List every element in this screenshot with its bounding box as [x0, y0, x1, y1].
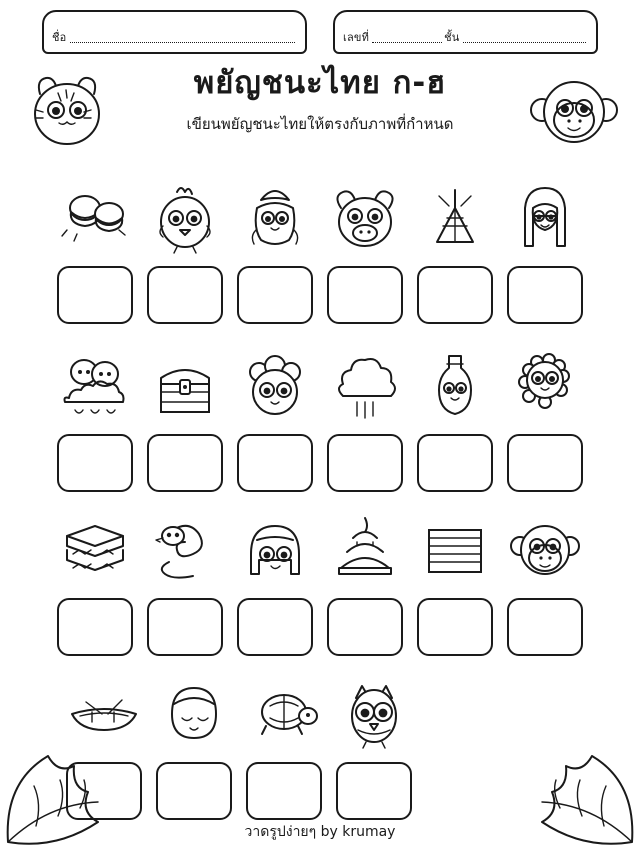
sheep-icon	[507, 346, 583, 426]
answer-box[interactable]	[507, 266, 583, 324]
chicken-icon	[147, 178, 223, 258]
answer-box[interactable]	[156, 762, 232, 820]
credit-text: วาดรูปง่ายๆ by krumay	[244, 824, 396, 840]
answer-box[interactable]	[417, 598, 493, 656]
mat-icon	[417, 510, 493, 590]
books-icon	[57, 510, 133, 590]
treasure-chest-icon	[147, 346, 223, 426]
answer-box[interactable]	[147, 266, 223, 324]
child-bob-hair-icon	[237, 510, 313, 590]
exercise-row-2	[0, 344, 640, 492]
answer-box[interactable]	[336, 762, 412, 820]
owl-icon	[336, 674, 412, 754]
answer-row-2	[0, 434, 640, 492]
chicken-egg-icon	[57, 178, 133, 258]
child-face-icon	[237, 346, 313, 426]
answer-box[interactable]	[147, 598, 223, 656]
monkey-face-icon	[528, 70, 620, 154]
answer-box[interactable]	[237, 266, 313, 324]
picture-row-1	[0, 176, 640, 258]
class-field-label: ชั้น	[444, 31, 460, 44]
snake-icon	[147, 510, 223, 590]
answer-box[interactable]	[237, 434, 313, 492]
picture-row-3	[0, 508, 640, 590]
exercise-row-1	[0, 176, 640, 324]
name-field[interactable]	[42, 10, 307, 54]
number-field-label: เลขที่	[343, 31, 370, 44]
answer-box[interactable]	[57, 266, 133, 324]
answer-box[interactable]	[147, 434, 223, 492]
answer-box[interactable]	[417, 434, 493, 492]
bottle-icon	[417, 346, 493, 426]
answer-box[interactable]	[237, 598, 313, 656]
page-title: พยัญชนะไทย ก-ฮ	[193, 65, 447, 101]
answer-box[interactable]	[417, 266, 493, 324]
exercise-row-3	[0, 508, 640, 656]
answer-box[interactable]	[327, 266, 403, 324]
answer-box[interactable]	[327, 434, 403, 492]
sleeping-child-icon	[156, 674, 232, 754]
bell-icon	[417, 178, 493, 258]
answer-box[interactable]	[507, 598, 583, 656]
number-field-line	[372, 41, 442, 43]
jellyfish-icon	[57, 346, 133, 426]
bottle-lady-icon	[237, 178, 313, 258]
buffalo-icon	[327, 178, 403, 258]
answer-box[interactable]	[327, 598, 403, 656]
answer-box[interactable]	[57, 598, 133, 656]
name-field-label: ชื่อ	[52, 31, 67, 44]
class-field-line	[463, 41, 586, 43]
name-field-line	[70, 41, 295, 43]
monkey-icon	[507, 510, 583, 590]
number-class-field[interactable]	[333, 10, 598, 54]
tiger-face-icon	[24, 68, 110, 154]
turtle-icon	[246, 674, 322, 754]
tree-icon	[327, 346, 403, 426]
picture-row-2	[0, 344, 640, 426]
answer-row-3	[0, 598, 640, 656]
crown-icon	[327, 510, 403, 590]
page-subtitle: เขียนพยัญชนะไทยให้ตรงกับภาพที่กำหนด	[186, 115, 454, 134]
answer-box[interactable]	[246, 762, 322, 820]
answer-box[interactable]	[507, 434, 583, 492]
header-fields	[42, 10, 598, 56]
girl-icon	[507, 178, 583, 258]
answer-box[interactable]	[57, 434, 133, 492]
answer-row-1	[0, 266, 640, 324]
